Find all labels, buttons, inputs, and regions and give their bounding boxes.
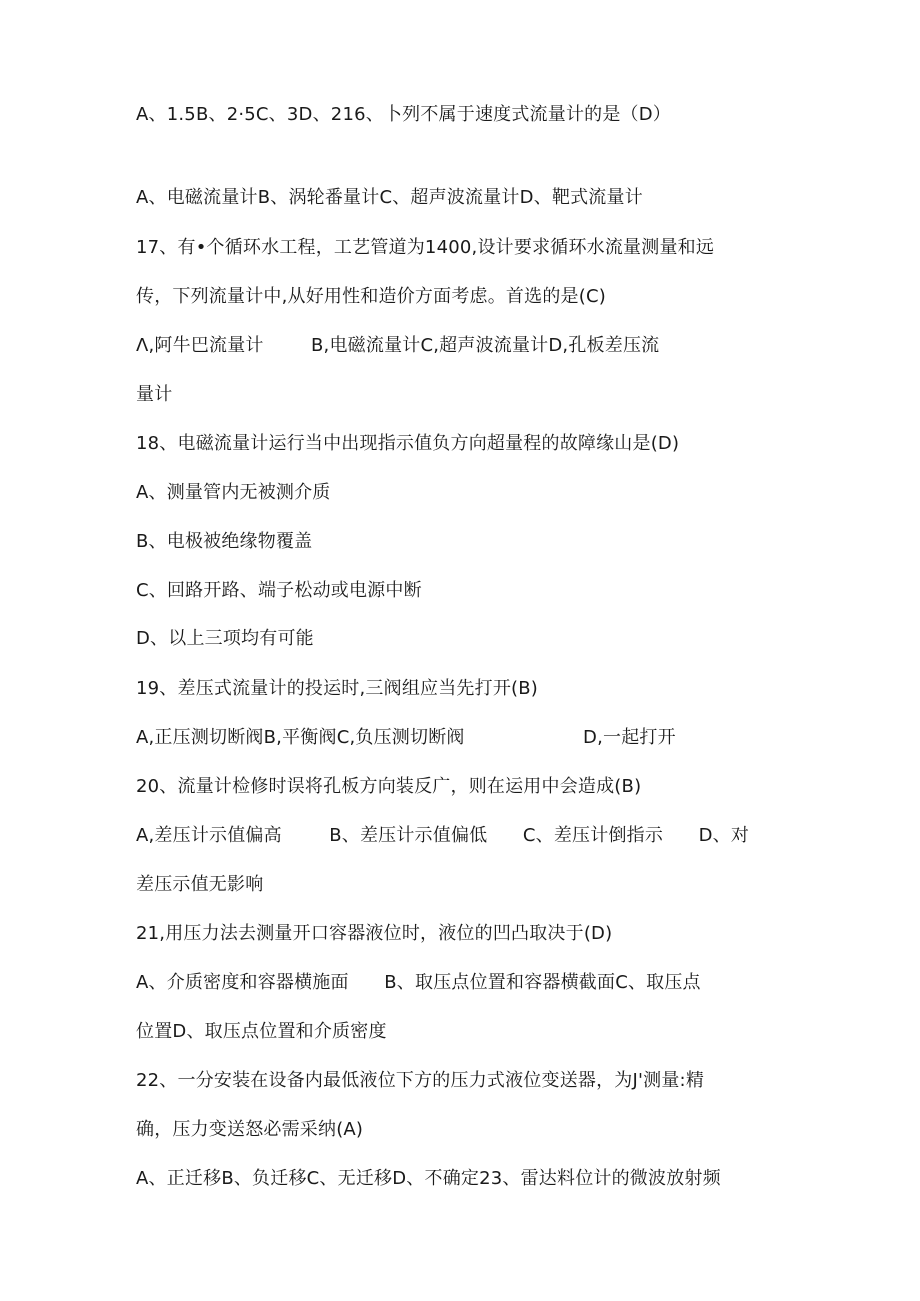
text-line: 确，压力变送怒必需采纳(A) [136, 1119, 364, 1140]
text-line: 19、差压式流量计的投运时,三阀组应当先打开(B) [136, 678, 539, 699]
text-line: A,差压计示值偏高 B、差压计示值偏低 C、差压计倒指示 D、对 [136, 825, 750, 846]
text-line: A,正压测切断阀B,平衡阀C,负压测切断阀 D,一起打开 [136, 727, 676, 748]
text-line: 21,用压力法去测量开口容器液位时，液位的凹凸取决于(D) [136, 923, 613, 944]
text-line: 位置D、取压点位置和介质密度 [136, 1021, 387, 1042]
text-line: 22、一分安装在设备内最低液位下方的压力式液位变送器，为J'测量:精 [136, 1070, 705, 1091]
text-line: B、电极被绝缘物覆盖 [136, 531, 313, 552]
text-line: A、测量管内无被测介质 [136, 482, 331, 503]
text-line: A、电磁流量计B、涡轮番量计C、超声波流量计D、靶式流量计 [136, 187, 643, 208]
text-line: 量计 [136, 384, 173, 405]
text-line: 18、电磁流量计运行当中出现指示值负方向超量程的故障缘山是(D) [136, 433, 680, 454]
text-line: 17、有•个循环水工程，工艺管道为1400,设计要求循环水流量测量和远 [136, 237, 715, 258]
text-line: Λ,阿牛巴流量计 B,电磁流量计C,超声波流量计D,孔板差压流 [136, 335, 660, 356]
text-line: A、正迁移B、负迁移C、无迁移D、不确定23、雷达料位计的微波放射频 [136, 1168, 721, 1189]
text-line: 20、流量计检修时误将孔板方向装反广，则在运用中会造成(B) [136, 776, 642, 797]
text-line: 传，下列流量计中,从好用性和造价方面考虑。首选的是(C) [136, 286, 606, 307]
text-line: A、介质密度和容器横施面 B、取压点位置和容器横截面C、取压点 [136, 972, 701, 993]
text-line: D、以上三项均有可能 [136, 628, 314, 649]
text-line: C、回路开路、端子松动或电源中断 [136, 580, 422, 601]
text-line: A、1.5B、2·5C、3D、216、卜列不属于速度式流量计的是（D） [136, 104, 672, 125]
text-line: 差压示值无影响 [136, 874, 264, 895]
